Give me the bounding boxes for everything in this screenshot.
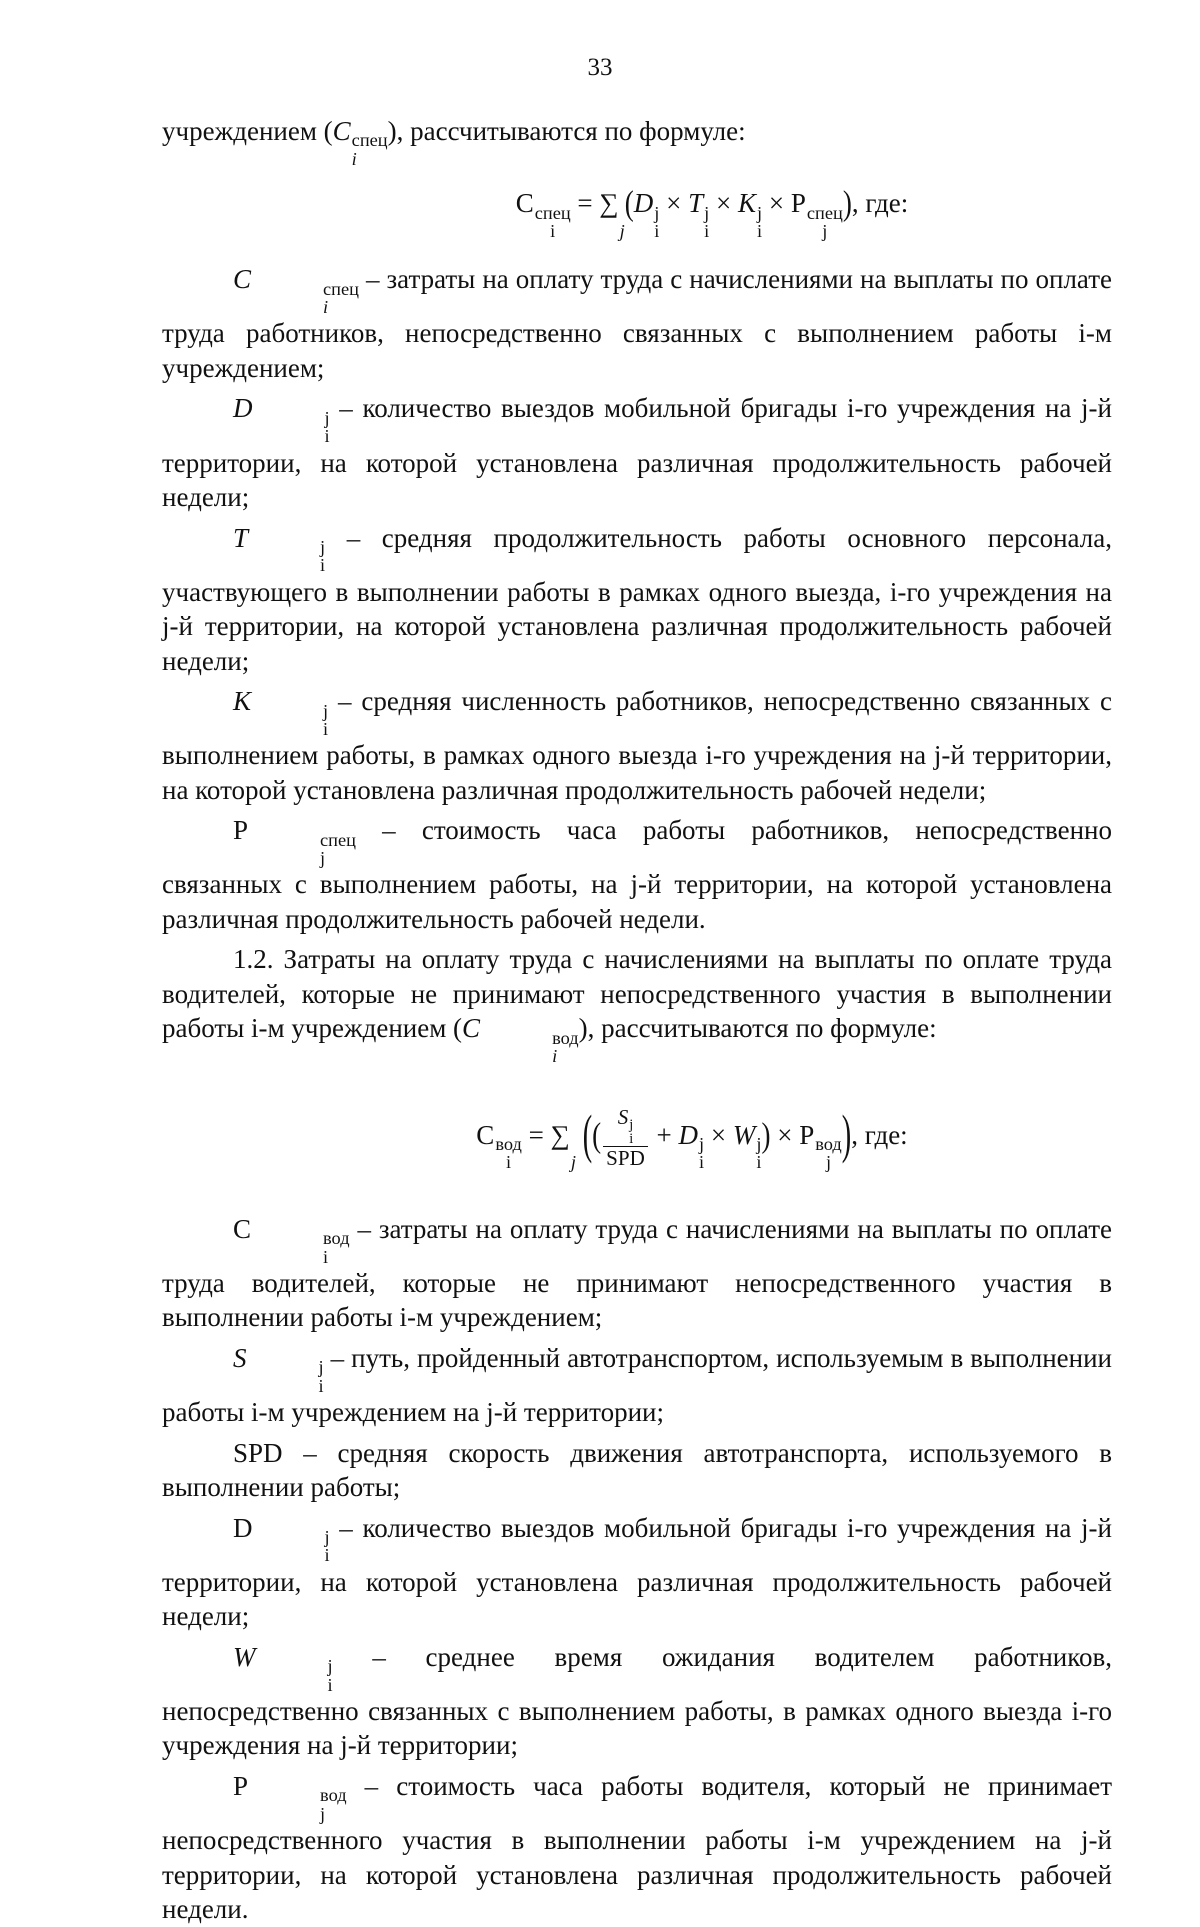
intro-paragraph [162,114,1112,168]
formula-where: , где: [851,188,909,219]
formula-spec: С спец i = ∑ j (D j i × T j i × K j i × Р спец j ), где: [515,183,909,241]
definition-p-vod: Р вод j – стоимость часа работы водителя, который не принимает непосредственного участия в выполнении работы i-м учреждением на j-й территории, на которой установлена различная продолжительность рабочей недели. [162,1770,1112,1925]
formula-where: , где: [851,1119,908,1150]
formula-vod: С вод i = ∑ j (( S j i SPD + D j i × W j i ) × Р вод j ), где: [476,1104,908,1173]
definition-s: S j i – путь, пройденный автотранспортом, используемым в выполнении работы i-м учреждением на j-й территории; [162,1342,1112,1428]
definition-d-2: D j i – количество выездов мобильной бригады i-го учреждения на j-й территории, на которой установлена различная продолжительность рабочей недели; [162,1512,1112,1632]
intro-text-end: ), рассчитываются по формуле: [387,116,746,146]
intro-text-start: учреждением ( [162,116,333,146]
definition-t: T j i – средняя продолжительность работы основного персонала, участвующего в выполнении работы в рамках одного выезда, i-го учреждения на j-й территории, на которой установлена различная продолжительность рабочей недели; [162,522,1112,676]
definition-c-spec: C спец i – затраты на оплату труда с начислениями на выплаты по оплате труда работников, непосредственно связанных с выполнением работы i-м учреждением; [162,264,1112,383]
definition-c-vod: С вод i – затраты на оплату труда с начислениями на выплаты по оплате труда водителей, которые не принимают непосредственного участия в выполнении работы i-м учреждением; [162,1213,1112,1333]
page-number: 33 [587,54,613,81]
fraction-s-over-spd: S j i SPD [603,1106,648,1170]
definition-w: W j i – среднее время ожидания водителем работников, непосредственно связанных с выполнением работы, в рамках одного выезда i-го учреждения на j-й территории; [162,1641,1112,1761]
document-body [162,114,1112,1927]
section-1-2-paragraph: 1.2. Затраты на оплату труда с начислениями на выплаты по оплате труда водителей, которые не принимают непосредственного участия в выполнении работы i-м учреждением (C вод i ), рассчитываются по формуле: [162,944,1112,1067]
definition-p-spec: Р спец j – стоимость часа работы работников, непосредственно связанных с выполнением работы, на j-й территории, на которой установлена различная продолжительность рабочей недели. [162,815,1112,934]
definition-d: D j i – количество выездов мобильной бригады i-го учреждения на j-й территории, на которой установлена различная продолжительность рабочей недели; [162,393,1112,513]
symbol-scripts: спец i [351,130,388,169]
symbol-c: C [332,116,351,146]
definition-spd: SPD – средняя скорость движения автотранспорта, используемого в выполнении работы; [162,1437,1112,1503]
definition-k: K j i – средняя численность работников, непосредственно связанных с выполнением работы, в рамках одного выезда i-го учреждения на j-й территории, на которой установлена различная продолжительность рабочей недели; [162,686,1112,805]
